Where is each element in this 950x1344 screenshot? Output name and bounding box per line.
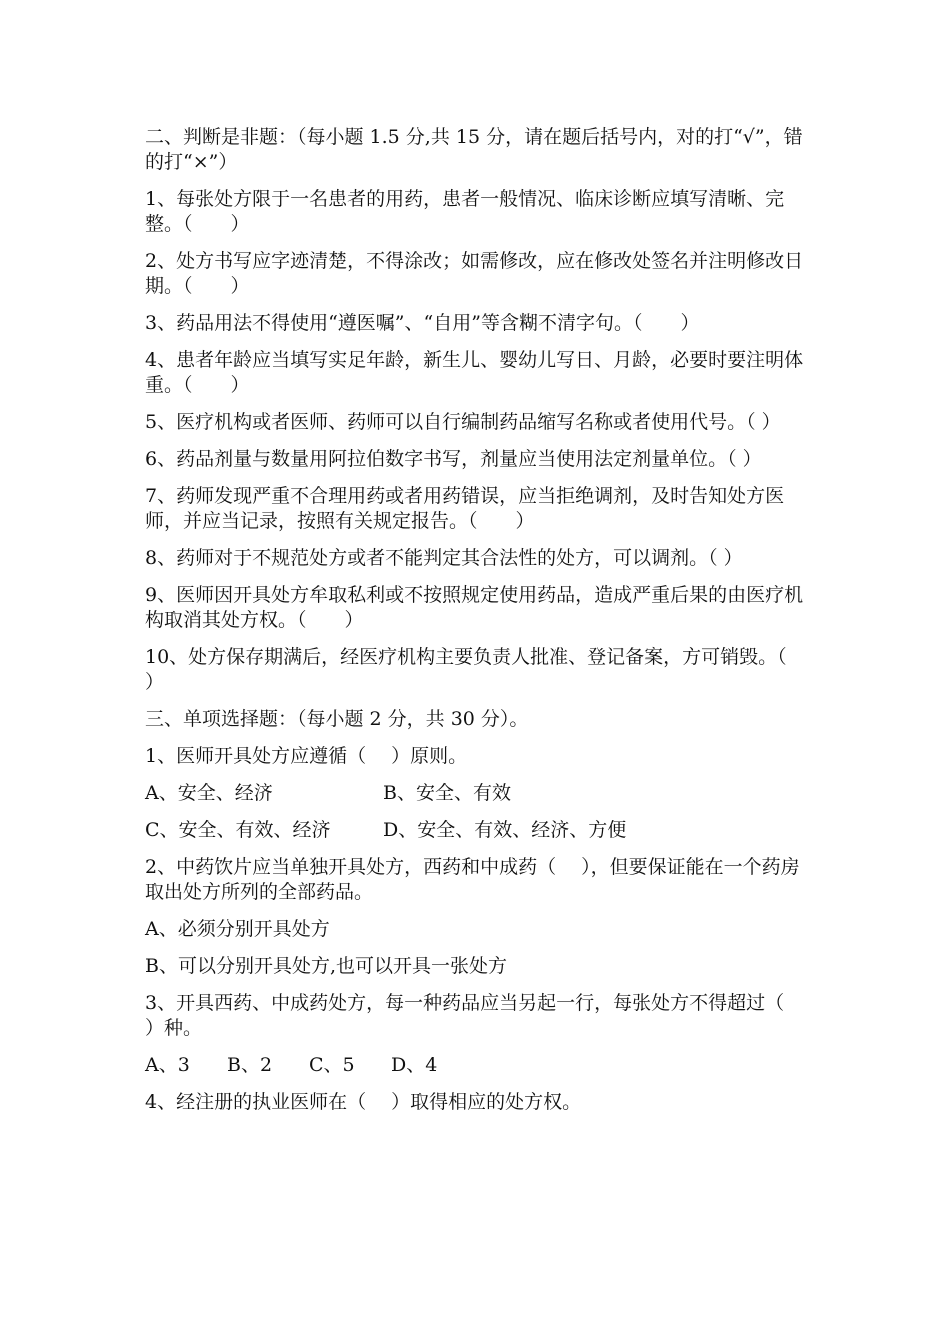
- option-a: A、3: [145, 1054, 190, 1076]
- option-c: C、安全、有效、经济: [145, 819, 331, 841]
- judgment-item-5: 5、医疗机构或者医师、药师可以自行编制药品缩写名称或者使用代号。（ ）: [145, 411, 781, 433]
- choice-question-3-options: [145, 1053, 810, 1078]
- option-b: B、2: [227, 1054, 273, 1076]
- choice-question-3: 3、开具西药、中成药处方，每一种药品应当另起一行，每张处方不得超过（ ）种。: [145, 992, 810, 1039]
- judgment-item-1: 1、每张处方限于一名患者的用药，患者一般情况、临床诊断应填写清晰、完整。（ ）: [145, 188, 785, 235]
- judgment-item-8: 8、药师对于不规范处方或者不能判定其合法性的处方，可以调剂。（ ）: [145, 547, 743, 569]
- choice-question-2: 2、中药饮片应当单独开具处方，西药和中成药（ ），但要保证能在一个药房取出处方所列的全部药品。: [145, 856, 800, 903]
- judgment-item-7: 7、药师发现严重不合理用药或者用药错误，应当拒绝调剂，及时告知处方医师，并应当记录，按照有关规定报告。（ ）: [145, 485, 785, 532]
- judgment-item-10: 10、处方保存期满后，经医疗机构主要负责人批准、登记备案，方可销毁。（ ）: [145, 646, 825, 693]
- option-a: A、必须分别开具处方: [145, 918, 330, 940]
- choice-question-1-options-row-1: [145, 781, 810, 806]
- option-b: B、安全、有效: [383, 782, 511, 804]
- option-a: A、安全、经济: [145, 782, 273, 804]
- option-c: C、5: [309, 1054, 355, 1076]
- judgment-item-9: 9、医师因开具处方牟取私利或不按照规定使用药品，造成严重后果的由医疗机构取消其处方权。（ ）: [145, 584, 804, 631]
- judgment-item-3: 3、药品用法不得使用“遵医嘱”、“自用”等含糊不清字句。（ ）: [145, 312, 700, 334]
- judgment-item-2: 2、处方书写应字迹清楚，不得涂改；如需修改，应在修改处签名并注明修改日期。（ ）: [145, 250, 804, 297]
- judgment-item-4: 4、患者年龄应当填写实足年龄，新生儿、婴幼儿写日、月龄，必要时要注明体重。（ ）: [145, 349, 804, 396]
- option-d: D、4: [391, 1054, 438, 1076]
- document-body: [145, 125, 825, 1127]
- section-3-title: 三、单项选择题：（每小题 2 分，共 30 分）。: [145, 708, 529, 730]
- choice-question-1: 1、医师开具处方应遵循（ ）原则。: [145, 745, 468, 767]
- choice-question-1-options-row-2: [145, 818, 810, 843]
- section-2-title: 二、判断是非题：（每小题 1.5 分,共 15 分，请在题后括号内，对的打“√”，错的打“×”）: [145, 126, 803, 173]
- choice-question-4: 4、经注册的执业医师在（ ）取得相应的处方权。: [145, 1091, 582, 1113]
- option-d: D、安全、有效、经济、方便: [383, 819, 627, 841]
- judgment-item-6: 6、药品剂量与数量用阿拉伯数字书写，剂量应当使用法定剂量单位。（ ）: [145, 448, 762, 470]
- option-b: B、可以分别开具处方,也可以开具一张处方: [145, 955, 508, 977]
